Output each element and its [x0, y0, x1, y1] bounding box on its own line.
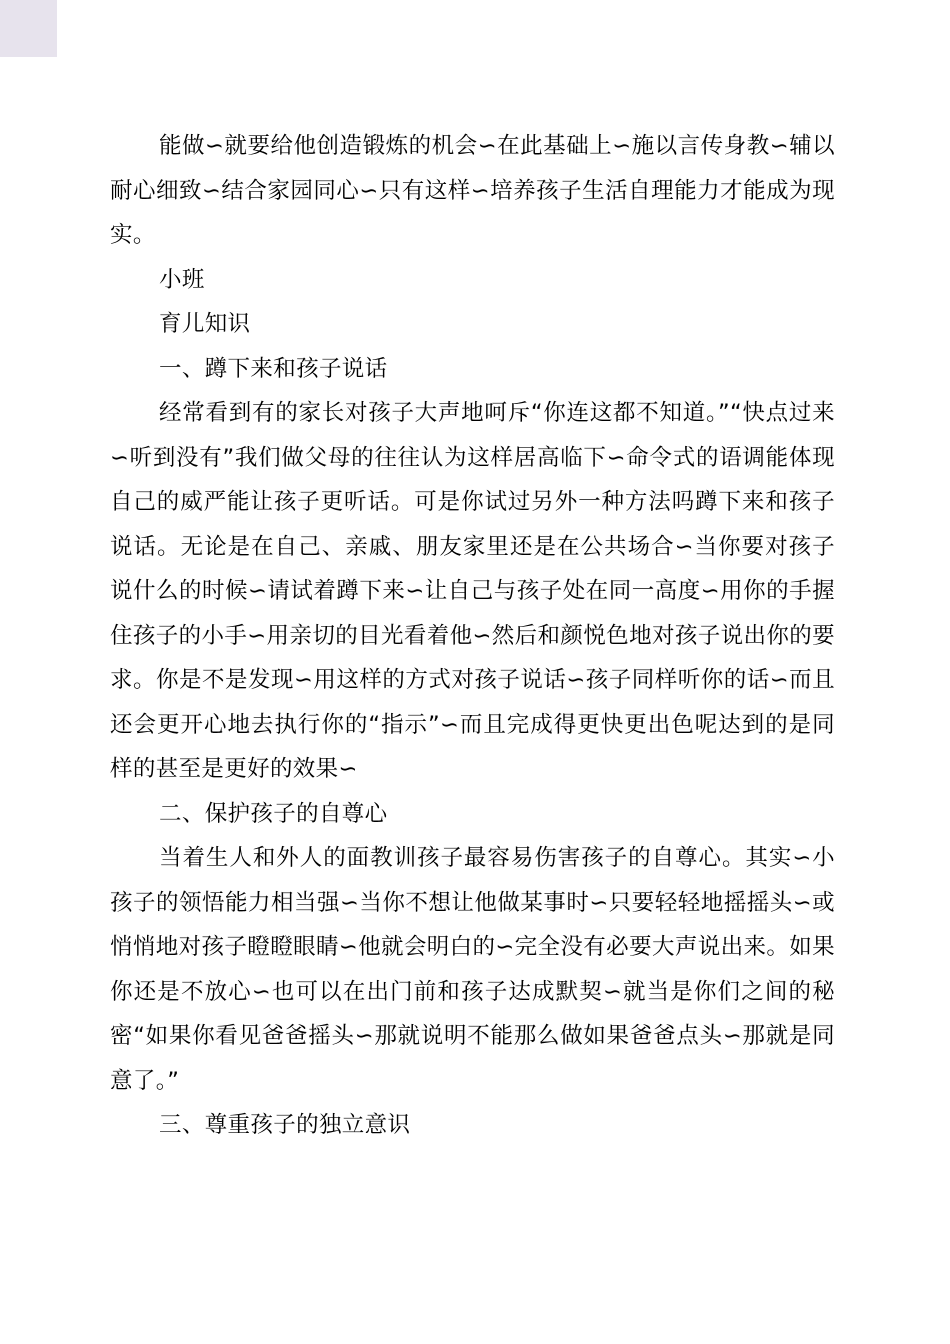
section-label-topic: 育儿知识 [159, 311, 251, 337]
section-label-class: 小班 [159, 266, 205, 293]
paragraph-point-two: 当着生人和外人的面教训孩子最容易伤害孩子的自尊心。其实∽小孩子的领悟能力相当强∽当你不想让他做某事时∽只要轻轻地摇摇头∽或悄悄地对孩子瞪瞪眼睛∽他就会明白的∽完全没有必要大声说出来。如果你还是不放心∽也可以在出门前和孩子达成默契∽就当是你们之间的秘密“如果你看见爸爸摇头∽那就说明不能那么做如果爸爸点头∽那就是同意了。” [110, 845, 835, 1094]
heading-point-three: 三、尊重孩子的独立意识 [159, 1112, 411, 1138]
page-corner-block [0, 0, 57, 57]
paragraph-continuation: 能做∽就要给他创造锻炼的机会∽在此基础上∽施以言传身教∽辅以耐心细致∽结合家园同心∽只有这样∽培养孩子生活自理能力才能成为现实。 [110, 133, 835, 248]
heading-point-one: 一、蹲下来和孩子说话 [159, 355, 388, 382]
heading-point-two: 二、保护孩子的自尊心 [159, 800, 388, 827]
document-body [110, 124, 835, 1148]
paragraph-point-one: 经常看到有的家长对孩子大声地呵斥“你连这都不知道。”“快点过来∽听到没有”我们做父母的往往认为这样居高临下∽命令式的语调能体现自己的威严能让孩子更听话。可是你试过另外一种方法吗蹲下来和孩子说话。无论是在自己、亲戚、朋友家里还是在公共场合∽当你要对孩子说什么的时候∽请试着蹲下来∽让自己与孩子处在同一高度∽用你的手握住孩子的小手∽用亲切的目光看着他∽然后和颜悦色地对孩子说出你的要求。你是不是发现∽用这样的方式对孩子说话∽孩子同样听你的话∽而且还会更开心地去执行你的“指示”∽而且完成得更快更出色呢达到的是同样的甚至是更好的效果∽ [110, 400, 835, 782]
